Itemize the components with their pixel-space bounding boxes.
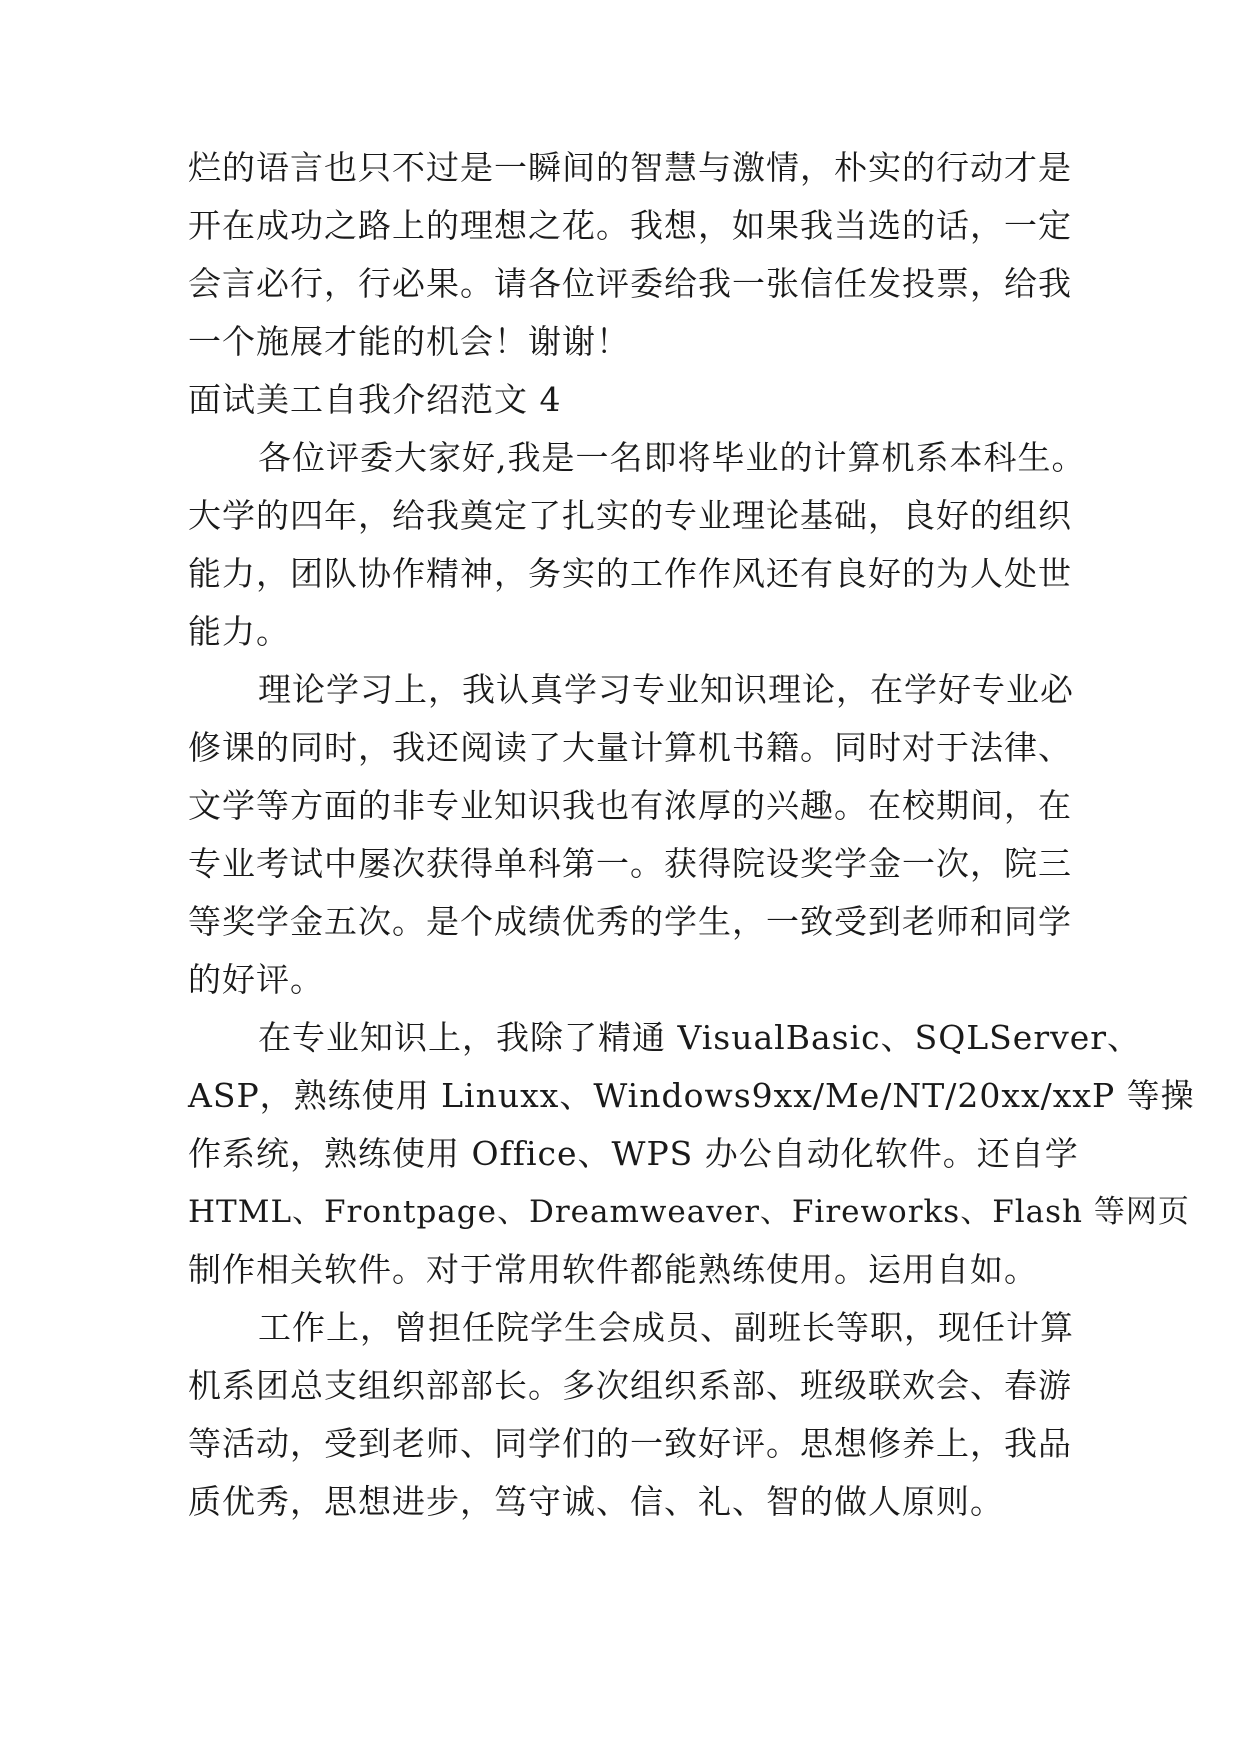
paragraph-line: 的好评。 xyxy=(188,960,324,999)
paragraph-line: 作系统，熟练使用 Office、WPS 办公自动化软件。还自学 xyxy=(188,1134,1079,1173)
section-heading: 面试美工自我介绍范文 4 xyxy=(188,380,562,419)
paragraph-line: 会言必行，行必果。请各位评委给我一张信任发投票，给我 xyxy=(188,264,1072,303)
paragraph-line: 等奖学金五次。是个成绩优秀的学生，一致受到老师和同学 xyxy=(188,902,1072,941)
paragraph-line: 能力。 xyxy=(188,612,290,651)
paragraph-line: 大学的四年，给我奠定了扎实的专业理论基础，良好的组织 xyxy=(188,496,1072,535)
paragraph-line: 机系团总支组织部部长。多次组织系部、班级联欢会、春游 xyxy=(188,1366,1072,1405)
paragraph-line: 理论学习上，我认真学习专业知识理论，在学好专业必 xyxy=(258,670,1074,709)
paragraph-line: 工作上，曾担任院学生会成员、副班长等职，现任计算 xyxy=(258,1308,1074,1347)
paragraph-line: 能力，团队协作精神，务实的工作作风还有良好的为人处世 xyxy=(188,554,1072,593)
paragraph-line: ASP，熟练使用 Linuxx、Windows9xx/Me/NT/20xx/xxP 等操 xyxy=(188,1076,1195,1115)
paragraph-line: 文学等方面的非专业知识我也有浓厚的兴趣。在校期间，在 xyxy=(188,786,1072,825)
paragraph-line: 等活动，受到老师、同学们的一致好评。思想修养上，我品 xyxy=(188,1424,1072,1463)
paragraph-line: 制作相关软件。对于常用软件都能熟练使用。运用自如。 xyxy=(188,1250,1038,1289)
paragraph-line: HTML、Frontpage、Dreamweaver、Fireworks、Flash 等网页 xyxy=(188,1194,1190,1230)
paragraph-line: 质优秀，思想进步，笃守诚、信、礼、智的做人原则。 xyxy=(188,1482,1004,1521)
paragraph-line: 修课的同时，我还阅读了大量计算机书籍。同时对于法律、 xyxy=(188,728,1072,767)
paragraph-line: 一个施展才能的机会！谢谢！ xyxy=(188,322,630,361)
paragraph-line: 烂的语言也只不过是一瞬间的智慧与激情，朴实的行动才是 xyxy=(188,148,1072,187)
paragraph-line: 专业考试中屡次获得单科第一。获得院设奖学金一次，院三 xyxy=(188,844,1072,883)
paragraph-line: 各位评委大家好,我是一名即将毕业的计算机系本科生。 xyxy=(258,438,1086,477)
paragraph-line: 开在成功之路上的理想之花。我想，如果我当选的话，一定 xyxy=(188,206,1072,245)
paragraph-line: 在专业知识上，我除了精通 VisualBasic、SQLServer、 xyxy=(258,1018,1142,1057)
